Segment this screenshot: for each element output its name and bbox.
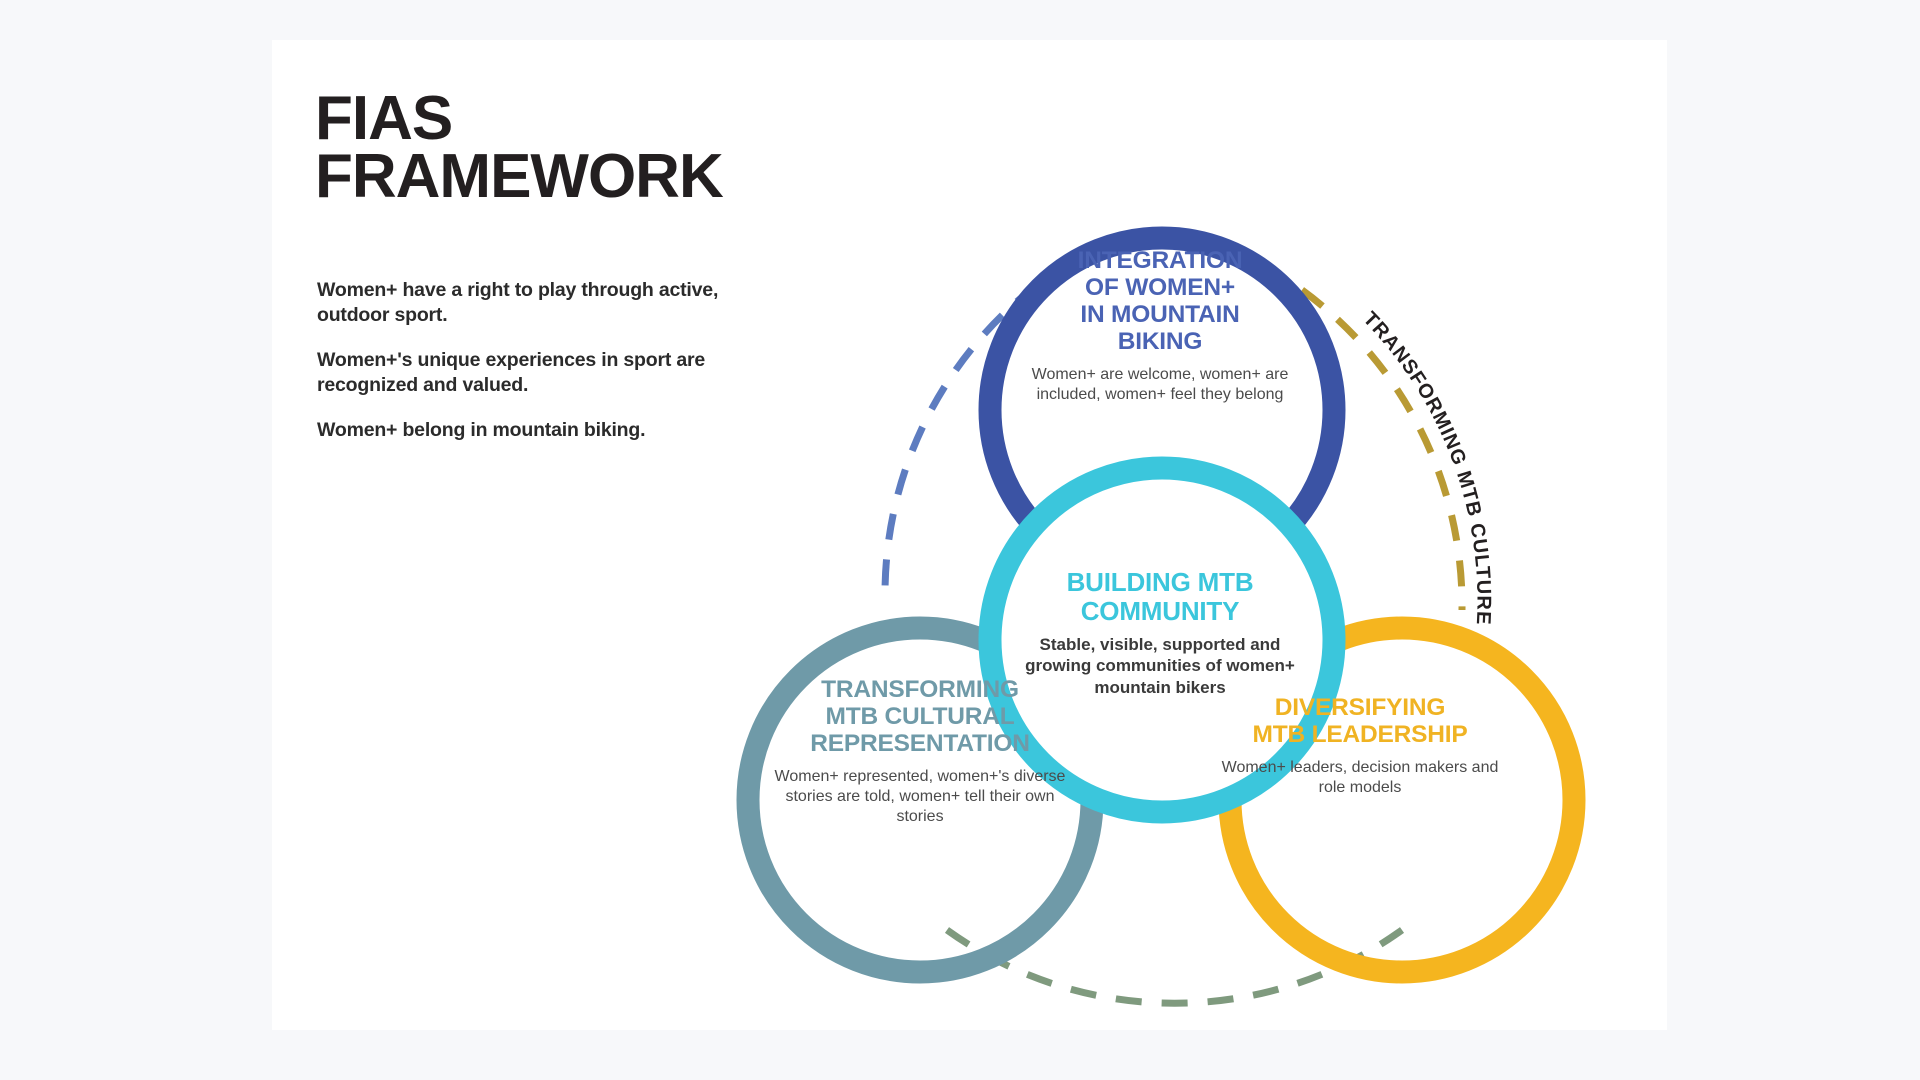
heading-line: MTB CULTURAL [825,702,1015,730]
heading-line: REPRESENTATION [810,729,1030,757]
heading-line: MTB LEADERSHIP [1252,720,1468,748]
heading-line: COMMUNITY [1080,595,1240,626]
statement-item: Women+ belong in mountain biking. [317,418,646,441]
node-cultural-representation-heading [770,677,1070,758]
node-integration-body: Women+ are welcome, women+ are included, women+ feel they belong [1031,365,1289,403]
heading-line: TRANSFORMING [821,676,1019,703]
node-integration-heading [1015,248,1305,356]
heading-line: BIKING [1117,327,1203,355]
diagram-graphics [602,100,1642,1030]
node-leadership-text [1210,695,1510,798]
heading-line: IN MOUNTAIN [1080,300,1240,328]
heading-line: BUILDING MTB [1066,567,1254,597]
framework-card [272,40,1667,1030]
heading-line: OF WOMEN+ [1085,273,1235,301]
statement-item: Women+'s unique experiences in sport are recognized and valued. [317,348,706,397]
node-leadership-body: Women+ leaders, decision makers and role models [1221,758,1499,796]
page-title-line-2: FRAMEWORK [315,141,723,211]
heading-line: DIVERSIFYING [1274,694,1446,721]
node-leadership-heading [1210,695,1510,749]
statement-item: Women+ have a right to play through active, outdoor sport. [317,278,719,326]
node-cultural-representation-text [770,677,1070,827]
node-integration-text [1015,248,1305,405]
node-cultural-representation-body: Women+ represented, women+'s diverse stories are told, women+ tell their own stories [774,767,1066,825]
node-community-body: Stable, visible, supported and growing communities of women+ mountain bikers [1025,635,1295,697]
heading-line: INTEGRATION [1077,247,1243,274]
page-title-line-1: FIAS [315,84,453,153]
node-community-heading [1010,568,1310,625]
outer-curve-label: TRANSFORMING MTB CULTURE [1358,307,1495,626]
fias-framework-diagram [602,100,1642,1030]
